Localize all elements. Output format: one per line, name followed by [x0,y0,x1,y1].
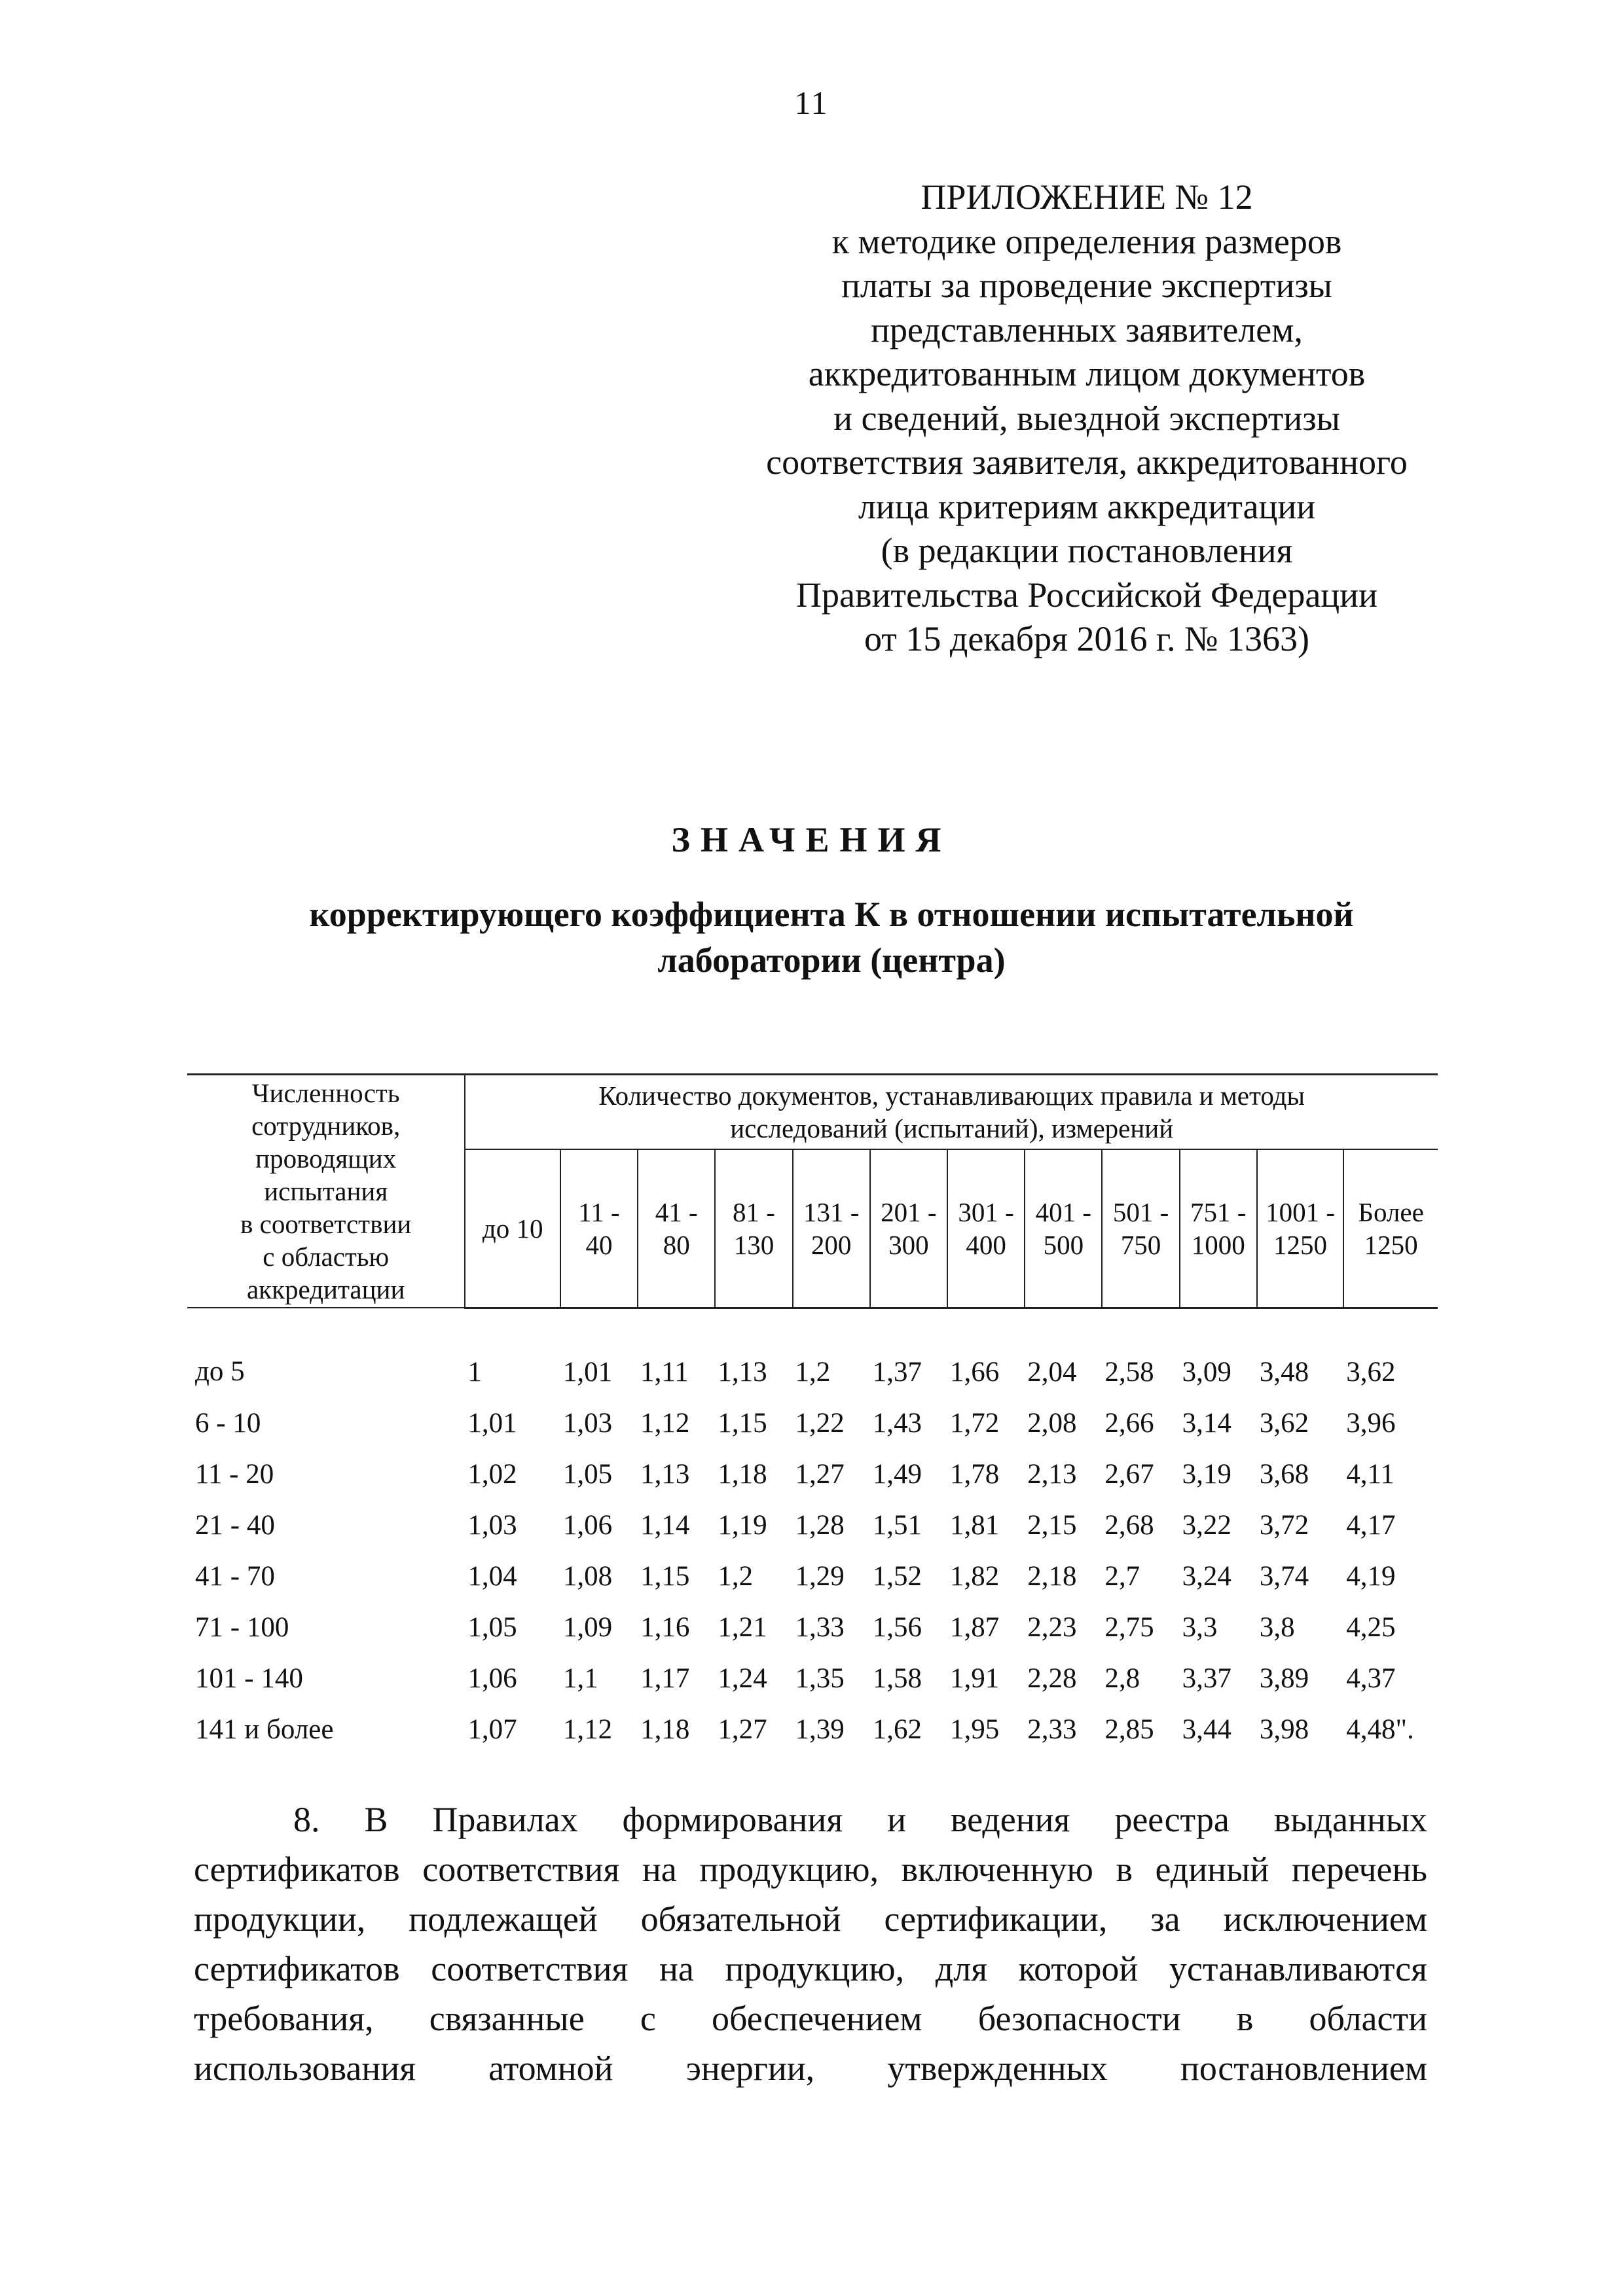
coefficient-cell: 2,66 [1104,1407,1154,1439]
table-row [187,1449,1438,1500]
coefficient-cell: 1,14 [640,1509,690,1541]
coefficient-cell: 3,19 [1182,1458,1231,1490]
coefficient-cell: 4,17 [1346,1509,1396,1541]
group-header-cell [465,1075,1438,1150]
coefficient-cell: 1,56 [872,1611,922,1643]
coefficient-cell: 1,05 [562,1458,613,1490]
coefficient-cell: 3,3 [1182,1611,1218,1643]
coefficient-cell: 2,18 [1027,1560,1077,1592]
coefficient-cell: 3,14 [1182,1407,1231,1439]
column-range-header: 301 - 400 [947,1149,1025,1308]
row-label-cell: 41 - 70 [195,1560,275,1592]
column-range-header: 1001 - 1250 [1257,1149,1343,1308]
appendix-line: от 15 декабря 2016 г. № 1363) [864,619,1310,658]
coefficient-cell: 1,06 [467,1662,517,1694]
row-header-line: с областью [263,1242,390,1272]
coefficient-cell: 3,96 [1346,1407,1396,1439]
coefficient-cell: 1,29 [795,1560,845,1592]
coefficient-cell: 2,23 [1027,1611,1077,1643]
coefficient-cell: 3,74 [1259,1560,1309,1592]
coefficient-cell: 1 [467,1356,482,1388]
paragraph-line: сертификатов соответствия на продукцию, включенную в единый перечень [194,1850,1427,1889]
coefficient-cell: 4,19 [1346,1560,1396,1592]
row-label-cell: 11 - 20 [195,1458,274,1490]
coefficient-cell: 2,04 [1027,1356,1077,1388]
column-range-header: до 10 [465,1149,560,1308]
coefficient-cell: 1,18 [640,1713,690,1745]
coefficient-cell: 1,66 [949,1356,1000,1388]
column-range-header: 401 - 500 [1025,1149,1102,1308]
coefficient-cell: 3,22 [1182,1509,1231,1541]
coefficient-cell: 1,03 [467,1509,517,1541]
coefficient-cell: 1,03 [562,1407,613,1439]
paragraph-line: 8. В Правилах формирования и ведения реестра выданных [293,1800,1427,1839]
row-header-line: Численность [251,1078,400,1108]
column-range-header: 11 - 40 [560,1149,638,1308]
coefficient-cell: 2,67 [1104,1458,1154,1490]
coefficient-cell: 3,89 [1259,1662,1309,1694]
coefficient-cell: 2,28 [1027,1662,1077,1694]
appendix-line: к методике определения размеров [831,221,1342,261]
coefficient-cell: 1,51 [872,1509,922,1541]
column-range-header: 751 - 1000 [1180,1149,1257,1308]
coefficient-cell: 1,21 [718,1611,767,1643]
coefficient-cell: 4,25 [1346,1611,1396,1643]
table-row [187,1308,1438,1398]
coefficient-cell: 1,15 [718,1407,767,1439]
coefficient-cell: 2,08 [1027,1407,1077,1439]
coefficient-cell: 1,13 [718,1356,767,1388]
coefficient-cell: 1,13 [640,1458,690,1490]
coefficient-cell: 2,13 [1027,1458,1077,1490]
coefficient-cell: 1,18 [718,1458,767,1490]
row-label-cell: 101 - 140 [195,1662,303,1694]
coefficient-cell: 1,22 [795,1407,845,1439]
coefficient-cell: 1,39 [795,1713,845,1745]
coefficient-cell: 1,72 [949,1407,1000,1439]
table-row [187,1704,1438,1755]
coefficient-cell: 2,33 [1027,1713,1077,1745]
paragraph-line: сертификатов соответствия на продукцию, для которой устанавливаются [194,1949,1427,1988]
paragraph-line: использования атомной энергии, утвержденных постановлением [194,2049,1427,2088]
appendix-line: представленных заявителем, [871,310,1303,350]
coefficient-cell: 3,62 [1259,1407,1309,1439]
coefficient-cell: 1,81 [949,1509,1000,1541]
coefficient-cell: 1,43 [872,1407,922,1439]
coefficient-cell: 1,52 [872,1560,922,1592]
coefficient-cell: 2,85 [1104,1713,1154,1745]
coefficient-cell: 1,2 [795,1356,831,1388]
subtitle-line: лаборатории (центра) [657,941,1006,980]
coefficient-cell: 1,15 [640,1560,690,1592]
row-label-cell: 141 и более [195,1713,334,1745]
coefficient-cell: 1,58 [872,1662,922,1694]
coefficient-cell: 3,37 [1182,1662,1231,1694]
appendix-line: (в редакции постановления [881,531,1293,570]
coefficient-cell: 3,68 [1259,1458,1309,1490]
table-row [187,1500,1438,1551]
row-header-line: сотрудников, [251,1111,401,1141]
coefficient-cell: 3,98 [1259,1713,1309,1745]
coefficient-cell: 1,49 [872,1458,922,1490]
coefficient-cell: 1,01 [562,1356,613,1388]
appendix-line: платы за проведение экспертизы [841,266,1332,305]
column-range-header: Более 1250 [1343,1149,1438,1308]
group-header-line: исследований (испытаний), измерений [730,1113,1174,1143]
coefficient-cell: 1,01 [467,1407,517,1439]
column-range-header: 501 - 750 [1102,1149,1179,1308]
coefficient-cell: 4,37 [1346,1662,1396,1694]
row-label-cell: до 5 [195,1356,245,1388]
coefficient-cell: 3,09 [1182,1356,1231,1388]
table-row [187,1602,1438,1653]
paragraph-line: продукции, подлежащей обязательной сертификации, за исключением [194,1899,1427,1939]
row-label-cell: 21 - 40 [195,1509,275,1541]
coefficient-cell: 1,95 [949,1713,1000,1745]
table-row [187,1551,1438,1602]
paragraph-line: требования, связанные с обеспечением безопасности в области [194,1999,1427,2038]
document-subtitle [196,891,1467,983]
coefficient-cell: 1,12 [562,1713,613,1745]
body-paragraph [194,1795,1427,2093]
coefficient-cell: 1,33 [795,1611,845,1643]
page-number: 11 [794,84,829,121]
row-label-cell: 6 - 10 [195,1407,261,1439]
row-label-cell: 71 - 100 [195,1611,289,1643]
coefficient-cell: 1,37 [872,1356,922,1388]
coefficient-cell: 1,27 [795,1458,845,1490]
appendix-header [655,175,1519,662]
appendix-line: Правительства Российской Федерации [796,575,1377,615]
coefficient-cell: 1,11 [640,1356,689,1388]
table-row [187,1653,1438,1704]
coefficient-cell: 3,8 [1259,1611,1295,1643]
coefficient-cell: 2,8 [1104,1662,1140,1694]
coefficient-cell: 1,19 [718,1509,767,1541]
coefficient-cell: 1,87 [949,1611,1000,1643]
row-header-line: испытания [264,1176,388,1206]
column-range-header: 41 - 80 [638,1149,715,1308]
coefficient-cell: 1,07 [467,1713,517,1745]
column-range-header: 81 - 130 [715,1149,792,1308]
coefficient-cell: 1,82 [949,1560,1000,1592]
coefficient-cell: 1,08 [562,1560,613,1592]
coefficient-cell: 1,24 [718,1662,767,1694]
coefficient-cell: 3,24 [1182,1560,1231,1592]
row-header-cell [187,1075,465,1308]
coefficient-cell: 1,27 [718,1713,767,1745]
coefficient-cell: 1,62 [872,1713,922,1745]
coefficient-cell: 3,44 [1182,1713,1231,1745]
coefficient-cell: 1,17 [640,1662,690,1694]
coefficient-cell: 1,04 [467,1560,517,1592]
coefficient-cell: 3,62 [1346,1356,1396,1388]
coefficient-cell: 1,06 [562,1509,613,1541]
coefficient-cell: 1,91 [949,1662,1000,1694]
row-header-line: проводящих [255,1143,397,1174]
appendix-line: соответствия заявителя, аккредитованного [766,442,1408,482]
table-header-row [187,1075,1438,1150]
coefficient-cell: 1,35 [795,1662,845,1694]
coefficient-cell: 1,05 [467,1611,517,1643]
coefficient-cell: 1,16 [640,1611,690,1643]
coefficient-cell: 2,68 [1104,1509,1154,1541]
coefficient-cell: 3,48 [1259,1356,1309,1388]
group-header-line: Количество документов, устанавливающих правила и методы [598,1081,1305,1111]
table-row [187,1398,1438,1449]
subtitle-line: корректирующего коэффициента К в отношении испытательной [309,895,1354,934]
coefficient-cell: 4,11 [1346,1458,1395,1490]
row-header-line: аккредитации [246,1274,405,1304]
coefficient-cell: 2,15 [1027,1509,1077,1541]
column-range-header: 201 - 300 [870,1149,947,1308]
row-header-line: в соответствии [240,1209,412,1239]
coefficient-cell: 4,48". [1346,1713,1414,1745]
appendix-line: аккредитованным лицом документов [808,354,1366,393]
coefficient-cell: 1,09 [562,1611,613,1643]
coefficient-cell: 2,58 [1104,1356,1154,1388]
appendix-line: и сведений, выездной экспертизы [833,398,1340,438]
appendix-line: лица критериям аккредитации [858,486,1316,526]
column-range-header: 131 - 200 [793,1149,870,1308]
coefficient-table [187,1073,1438,1755]
coefficient-cell: 1,78 [949,1458,1000,1490]
document-title: ЗНАЧЕНИЯ [671,820,952,859]
appendix-line: ПРИЛОЖЕНИЕ № 12 [921,177,1253,217]
coefficient-cell: 2,7 [1104,1560,1140,1592]
coefficient-cell: 1,12 [640,1407,690,1439]
table-body [187,1308,1438,1755]
coefficient-cell: 1,1 [562,1662,598,1694]
coefficient-cell: 1,2 [718,1560,754,1592]
coefficient-cell: 1,28 [795,1509,845,1541]
coefficient-cell: 2,75 [1104,1611,1154,1643]
coefficient-cell: 1,02 [467,1458,517,1490]
coefficient-cell: 3,72 [1259,1509,1309,1541]
